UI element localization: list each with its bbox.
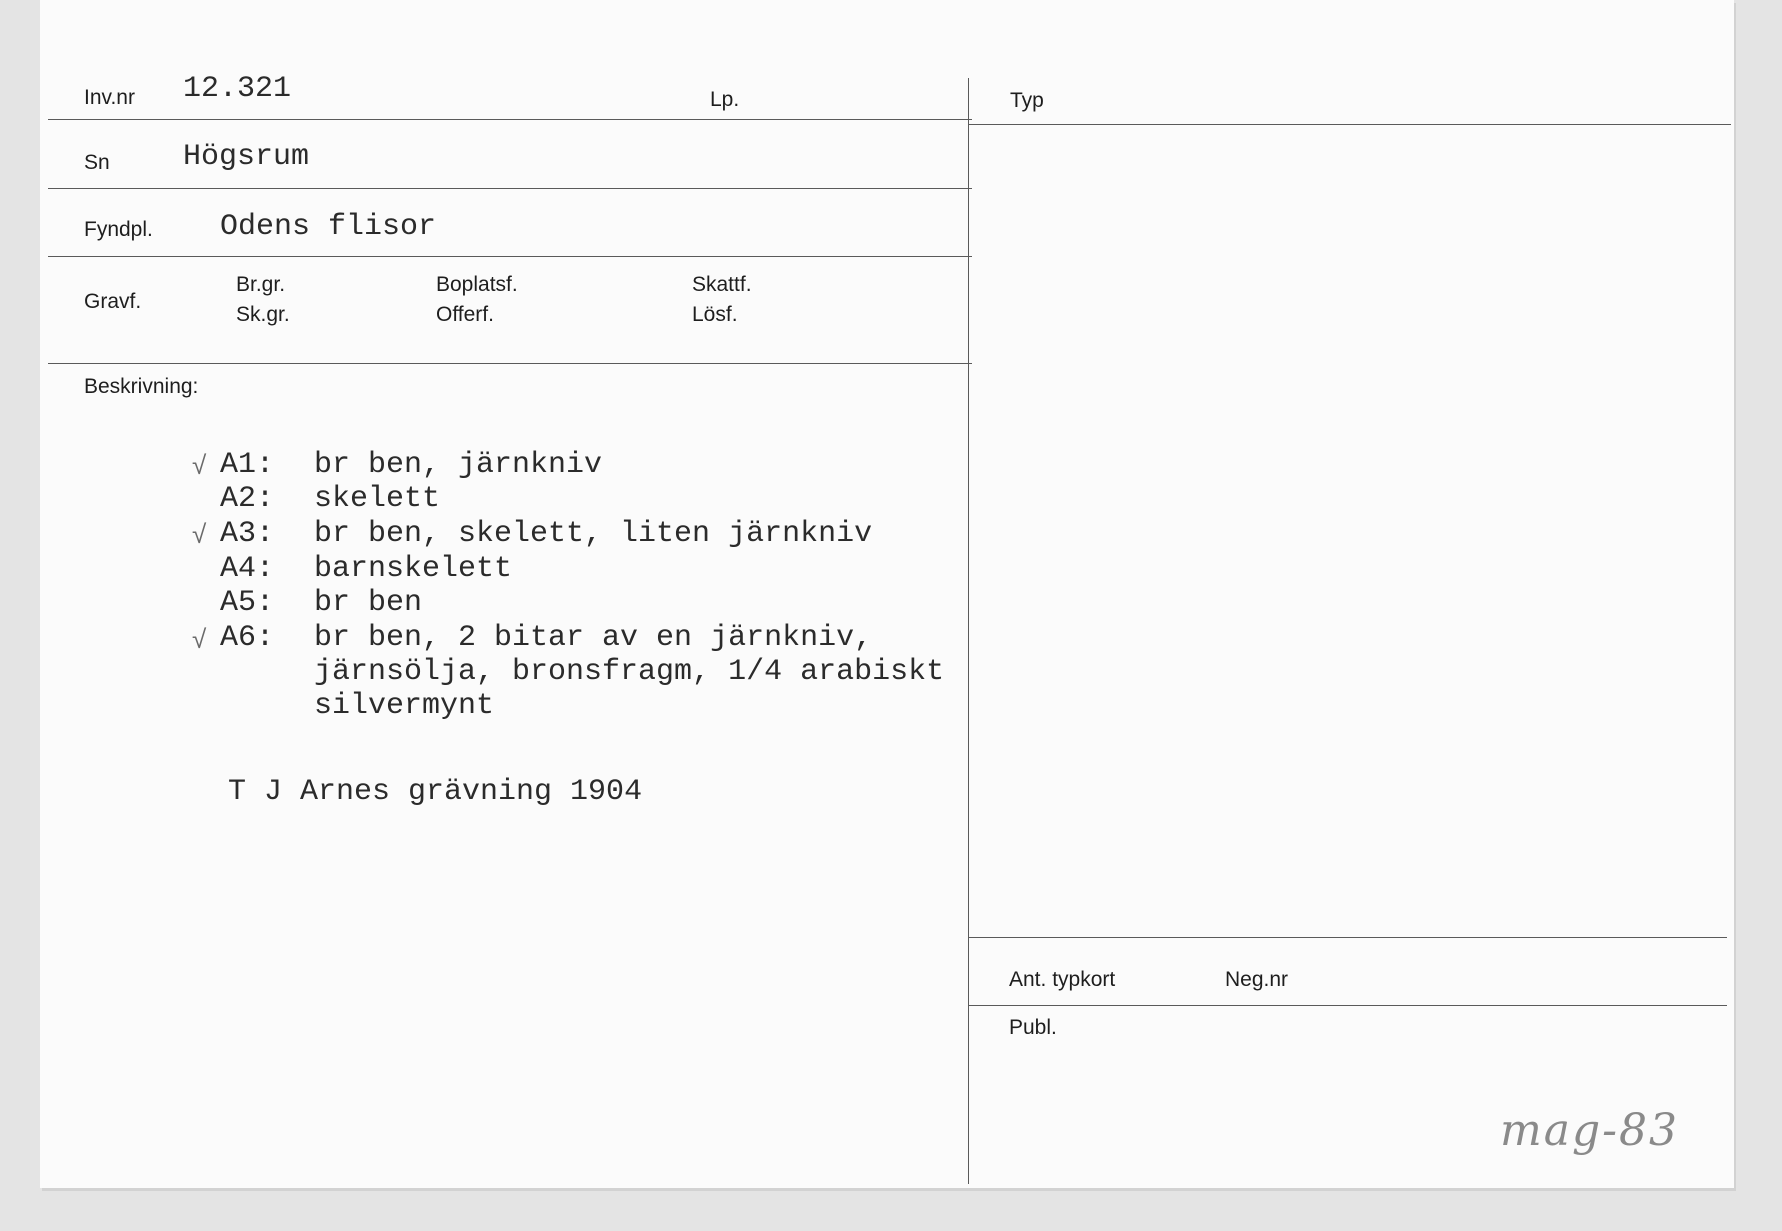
excavation-note: T J Arnes grävning 1904 [228,775,643,809]
sk-gr-label: Sk.gr. [236,303,290,326]
rule-inv [48,119,972,120]
rule-typ [969,124,1731,125]
description-text: br ben, järnkniv [314,448,603,482]
description-text: br ben [314,586,423,620]
ant-typkort-label: Ant. typkort [1009,968,1116,991]
column-divider [968,78,969,1184]
description-id: A2: [220,482,275,516]
inv-nr-label: Inv.nr [84,86,135,109]
publ-label: Publ. [1009,1016,1057,1039]
rule-sn [48,188,972,189]
description-text: barnskelett [314,552,513,586]
check-mark-icon: √ [192,450,207,480]
description-id: A6: [220,621,275,655]
description-id: A1: [220,448,275,482]
offerf-label: Offerf. [436,303,494,326]
beskrivning-label: Beskrivning: [84,375,199,398]
description-text: silvermynt [314,689,495,723]
losf-label: Lösf. [692,303,738,326]
boplatsf-label: Boplatsf. [436,273,518,296]
skattf-label: Skattf. [692,273,752,296]
description-text: br ben, 2 bitar av en järnkniv, [314,621,873,655]
br-gr-label: Br.gr. [236,273,286,296]
sn-value: Högsrum [183,140,310,174]
typ-label: Typ [1010,89,1044,112]
sn-label: Sn [84,151,110,174]
description-id: A3: [220,517,275,551]
description-id: A5: [220,586,275,620]
lp-label: Lp. [710,88,740,111]
description-text: järnsölja, bronsfragm, 1/4 arabiskt [314,655,945,689]
rule-gravf [48,363,972,364]
check-mark-icon: √ [192,519,207,549]
handwritten-note: mag-83 [1500,1105,1679,1156]
inv-nr-value: 12.321 [183,72,292,106]
rule-typkort [969,937,1727,938]
check-mark-icon: √ [192,624,207,654]
fyndpl-value: Odens flisor [220,210,437,244]
rule-publ [969,1005,1727,1006]
description-text: br ben, skelett, liten järnkniv [314,517,873,551]
description-text: skelett [314,482,441,516]
neg-nr-label: Neg.nr [1225,968,1289,991]
rule-fyndpl [48,256,972,257]
description-id: A4: [220,552,275,586]
catalog-card [40,0,1734,1188]
fyndpl-label: Fyndpl. [84,218,153,241]
gravf-label: Gravf. [84,290,142,313]
